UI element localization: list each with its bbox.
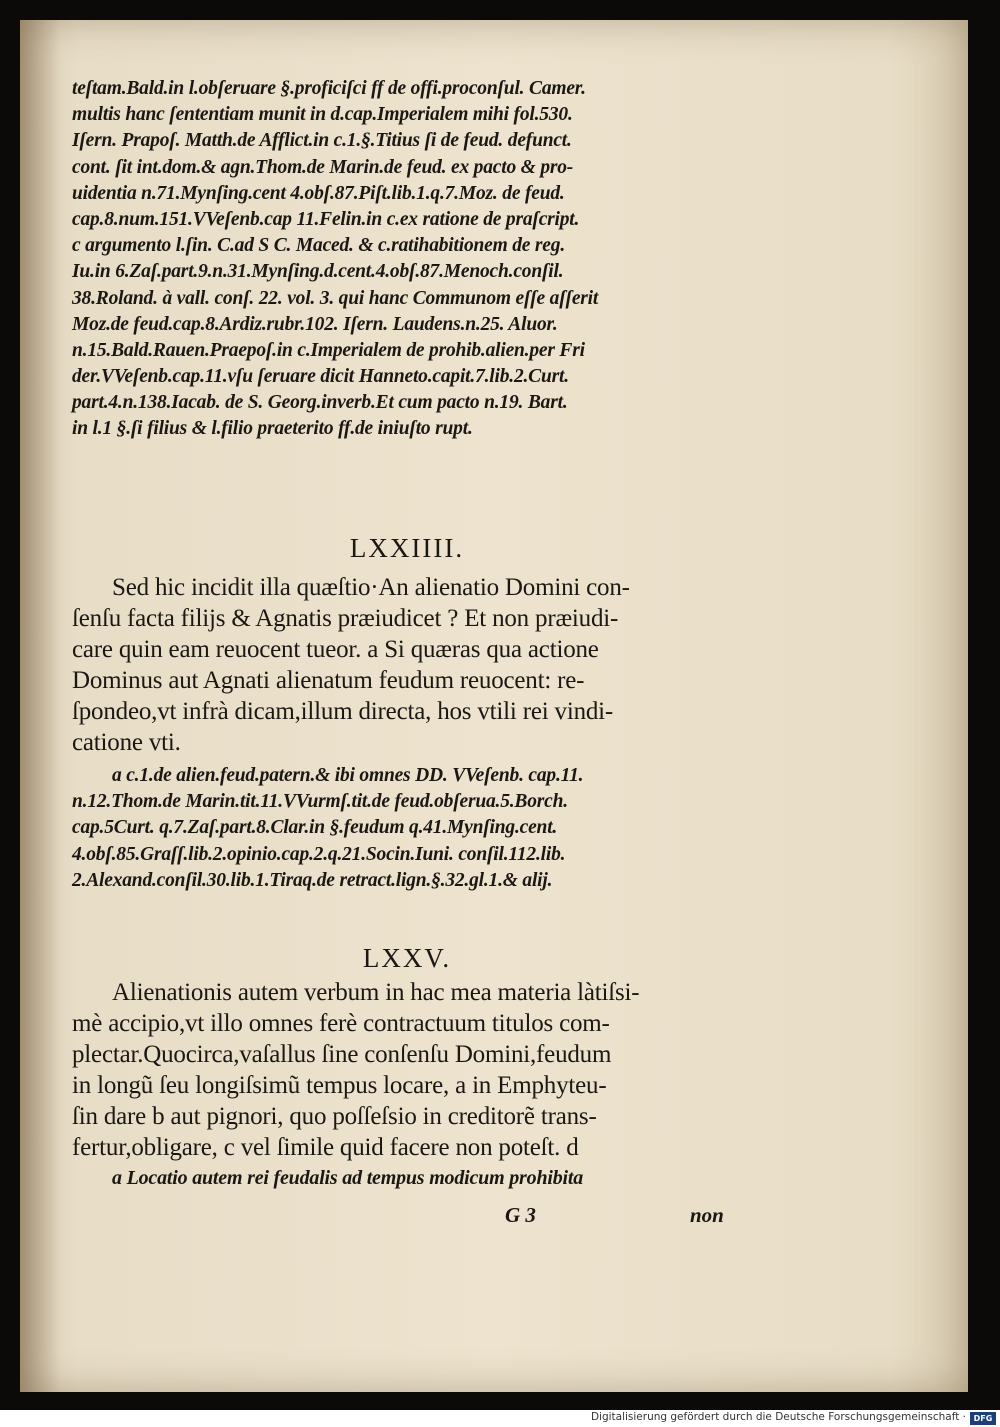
note-line: 2.Alexand.conſil.30.lib.1.Tiraq.de retract.lign.§.32.gl.1.& alij. (72, 869, 553, 891)
note-line: cap.5Curt. q.7.Zaſ.part.8.Clar.in §.feudum q.41.Mynſing.cent. (72, 817, 558, 839)
note-line: n.12.Thom.de Marin.tit.11.VVurmſ.tit.de feud.obſerua.5.Borch. (72, 791, 568, 813)
note-line: cont. ſit int.dom.& agn.Thom.de Marin.de feud. ex pacto & pro- (72, 156, 574, 178)
section-heading-lxxv: LXXV. (362, 943, 452, 973)
note-line: Iu.in 6.Zaſ.part.9.n.31.Mynſing.d.cent.4.obſ.87.Menoch.conſil. (72, 261, 564, 283)
section-heading-lxxiiii: LXXIIII. (349, 533, 465, 563)
footer-credit: Digitalisierung gefördert durch die Deutsche Forschungsgemeinschaft · (590, 1411, 966, 1423)
body-line: Dominus aut Agnati alienatum feudum reuocent: re- (72, 667, 585, 694)
note-line: multis hanc ſententiam munit in d.cap.Imperialem mihi fol.530. (72, 104, 573, 126)
note-line: in l.1 §.ſi filius & l.filio praeterito ff.de iniuſto rupt. (72, 418, 473, 440)
note-line: der.VVeſenb.cap.11.vſu ſeruare dicit Hanneto.capit.7.lib.2.Curt. (72, 366, 569, 388)
section-lxxiiii-notes (72, 763, 742, 894)
footnote-start-line: a Locatio autem rei feudalis ad tempus modicum prohibita (112, 1167, 584, 1189)
body-line: care quin eam reuocent tueor. a Si quæras qua actione (72, 636, 599, 663)
section-lxxiiii-body (72, 572, 742, 758)
body-line: Alienationis autem verbum in hac mea materia làtiſsi- (112, 979, 640, 1006)
note-line: uidentia n.71.Mynſing.cent 4.obſ.87.Piſt.lib.1.q.7.Moz. de feud. (72, 182, 565, 204)
top-footnotes (72, 76, 742, 443)
catchword: non (690, 1203, 724, 1227)
body-line: ſpondeo,vt infrà dicam,illum directa, hos vtili rei vindi- (72, 698, 614, 725)
note-line: a c.1.de alien.feud.patern.& ibi omnes DD. VVeſenb. cap.11. (112, 765, 584, 786)
body-line: catione vti. (72, 729, 181, 756)
section-lxxv-body (72, 977, 742, 1194)
note-line: cap.8.num.151.VVeſenb.cap 11.Felin.in c.ex ratione de praſcript. (72, 208, 580, 230)
digitization-footer (0, 1410, 1000, 1427)
body-line: ſin dare b aut pignori, quo poſſeſsio in creditorẽ trans- (72, 1103, 597, 1130)
body-line: in longũ ſeu longiſsimũ tempus locare, a in Emphyteu- (72, 1072, 607, 1099)
note-line: n.15.Bald.Rauen.Praepoſ.in c.Imperialem de prohib.alien.per Fri (72, 339, 585, 361)
note-line: c argumento l.ſin. C.ad S C. Maced. & c.ratihabitionem de reg. (72, 235, 565, 257)
note-line: Moz.de feud.cap.8.Ardiz.rubr.102. Iſern. Laudens.n.25. Aluor. (72, 313, 558, 335)
body-line: ſenſu facta filijs & Agnatis præiudicet ? Et non præiudi- (72, 605, 619, 632)
note-line: 4.obſ.85.Graſſ.lib.2.opinio.cap.2.q.21.Socin.Iuni. conſil.112.lib. (72, 843, 566, 865)
dfg-logo: DFG (970, 1412, 996, 1425)
note-line: part.4.n.138.Iacab. de S. Georg.inverb.Et cum pacto n.19. Bart. (72, 392, 568, 414)
body-line: mè accipio,vt illo omnes ferè contractuum titulos com- (72, 1010, 610, 1037)
body-line: plectar.Quocirca,vaſallus ſine conſenſu Domini,feudum (72, 1041, 612, 1068)
body-line: Sed hic incidit illa quæſtio·An alienatio Domini con- (112, 574, 630, 601)
body-line: fertur,obligare, c vel ſimile quid facere non poteſt. d (72, 1134, 579, 1161)
signature-mark: G 3 (505, 1203, 536, 1227)
note-line: teſtam.Bald.in l.obſeruare §.proficiſci ff de offi.proconſul. Camer. (72, 78, 586, 99)
note-line: 38.Roland. à vall. conſ. 22. vol. 3. qui hanc Communom eſſe aſſerit (72, 287, 599, 309)
note-line: Iſern. Prapoſ. Matth.de Afflict.in c.1.§.Titius ſi de feud. defunct. (72, 130, 572, 152)
